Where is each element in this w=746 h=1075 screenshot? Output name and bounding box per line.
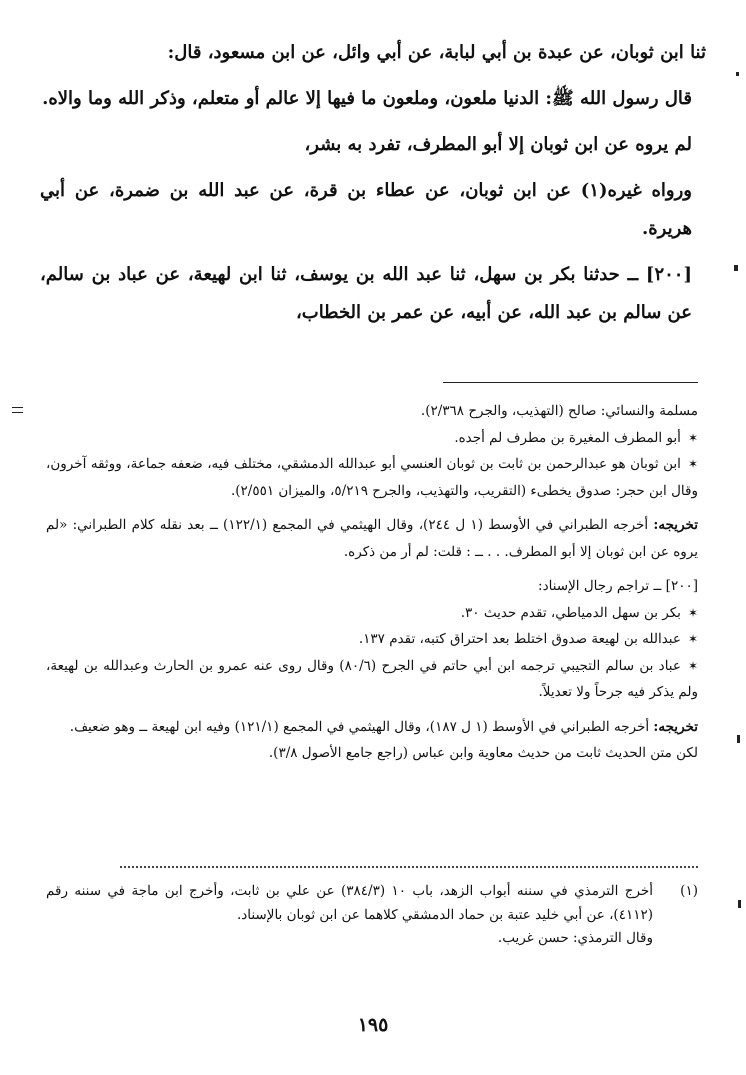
main-paragraph-isnad: ثنا ابن ثوبان، عن عبدة بن أبي لبابة، عن أبي وائل، عن ابن مسعود، قال: bbox=[167, 42, 706, 63]
takhrij-line: لكن متن الحديث ثابت من حديث معاوية وابن عباس (راجع جامع الأصول ٣/٨). bbox=[268, 745, 698, 761]
commentary-bullet: ✶ بكر بن سهل الدمياطي، تقدم حديث ٣٠. bbox=[46, 600, 698, 627]
main-paragraph-hadith: قال رسول الله ﷺ: الدنيا ملعون، وملعون ما فيها إلا عالم أو متعلم، وذكر الله وما والاه. bbox=[42, 88, 692, 109]
margin-mark bbox=[12, 407, 23, 408]
margin-mark bbox=[737, 735, 740, 743]
main-text bbox=[40, 34, 706, 338]
commentary-line: مسلمة والنسائي: صالح (التهذيب، والجرح ٢/٣٦٨). bbox=[420, 403, 698, 419]
takhrij-text: أخرجه الطبراني في الأوسط (١ ل ٢٤٤)، وقال الهيثمي في المجمع (١٢٢/١) ــ بعد نقله كلام الطبراني: «لم يروه عن ابن ثوبان إلا أبو المطرف. . . ــ : قلت: لم أر من ذكره. bbox=[46, 517, 698, 560]
main-paragraph-tafarrud: لم يروه عن ابن ثوبان إلا أبو المطرف، تفرد به بشر، bbox=[304, 134, 692, 155]
commentary-heading: [٢٠٠] ــ تراجم رجال الإسناد: bbox=[538, 578, 698, 594]
margin-mark bbox=[734, 265, 738, 271]
takhrij-paragraph bbox=[46, 512, 698, 565]
footnote-separator bbox=[120, 866, 698, 868]
takhrij-paragraph bbox=[46, 714, 698, 741]
commentary-takhrij-2 bbox=[46, 714, 698, 767]
commentary-block-narrators bbox=[46, 398, 698, 504]
takhrij-lead: تخريجه: bbox=[653, 517, 698, 533]
takhrij-text: أخرجه الطبراني في الأوسط (١ ل ١٨٧)، وقال الهيثمي في المجمع (١٢١/١) وفيه ابن لهيعة ــ وهو ضعيف. bbox=[69, 718, 654, 735]
page-number: ١٩٥ bbox=[357, 1014, 389, 1036]
footnote bbox=[46, 880, 698, 951]
takhrij-lead: تخريجه: bbox=[653, 718, 698, 735]
commentary-bullet: ✶ أبو المطرف المغيرة بن مطرف لم أجده. bbox=[46, 425, 698, 452]
commentary-bullet: ✶ ابن ثوبان هو عبدالرحمن بن ثابت بن ثوبان العنسي أبو عبدالله الدمشقي، مختلف فيه، ضعفه جماعة، ووثقه آخرون، وقال ابن حجر: صدوق يخطىء (التقريب، والتهذيب، والجرح ٥/٢١٩، والميزان ٢/٥٥١). bbox=[46, 451, 698, 504]
footnote-number: (١) bbox=[680, 883, 698, 899]
footnote-row bbox=[46, 880, 698, 951]
margin-mark bbox=[736, 72, 739, 76]
commentary bbox=[46, 398, 698, 775]
commentary-takhrij-1 bbox=[46, 512, 698, 565]
main-paragraph-hadith-200: [٢٠٠] ــ حدثنا بكر بن سهل، ثنا عبد الله بن يوسف، ثنا ابن لهيعة، عن عباد بن سالم، عن سالم بن عبد الله، عن أبيه، عن عمر بن الخطاب، bbox=[40, 264, 692, 323]
commentary-block-200 bbox=[46, 573, 698, 706]
main-paragraph-riwayah: ورواه غيره(١) عن ابن ثوبان، عن عطاء بن قرة، عن عبد الله بن ضمرة، عن أبي هريرة. bbox=[40, 180, 693, 239]
footnote-line: وقال الترمذي: حسن غريب. bbox=[497, 930, 653, 946]
margin-mark bbox=[738, 900, 741, 908]
footnote-line: أخرج الترمذي في سننه أبواب الزهد، باب ١٠ (٣٨٤/٣) عن علي بن ثابت، وأخرج ابن ماجة في سننه رقم (٤١١٢)، عن أبي خليد عتبة بن حماد الدمشقي كلاهما عن ابن ثوبان بالإسناد. bbox=[46, 883, 653, 923]
commentary-bullet: ✶ عبدالله بن لهيعة صدوق اختلط بعد احتراق كتبه، تقدم ١٣٧. bbox=[46, 626, 698, 653]
commentary-bullet: ✶ عباد بن سالم التجيبي ترجمه ابن أبي حاتم في الجرح (٨٠/٦) وقال روى عنه عمرو بن الحارث وعبدالله بن لهيعة، ولم يذكر فيه جرحاً ولا تعديلاً. bbox=[46, 653, 698, 706]
footnote-text bbox=[46, 880, 653, 951]
section-divider bbox=[443, 382, 698, 383]
margin-mark bbox=[12, 412, 23, 413]
